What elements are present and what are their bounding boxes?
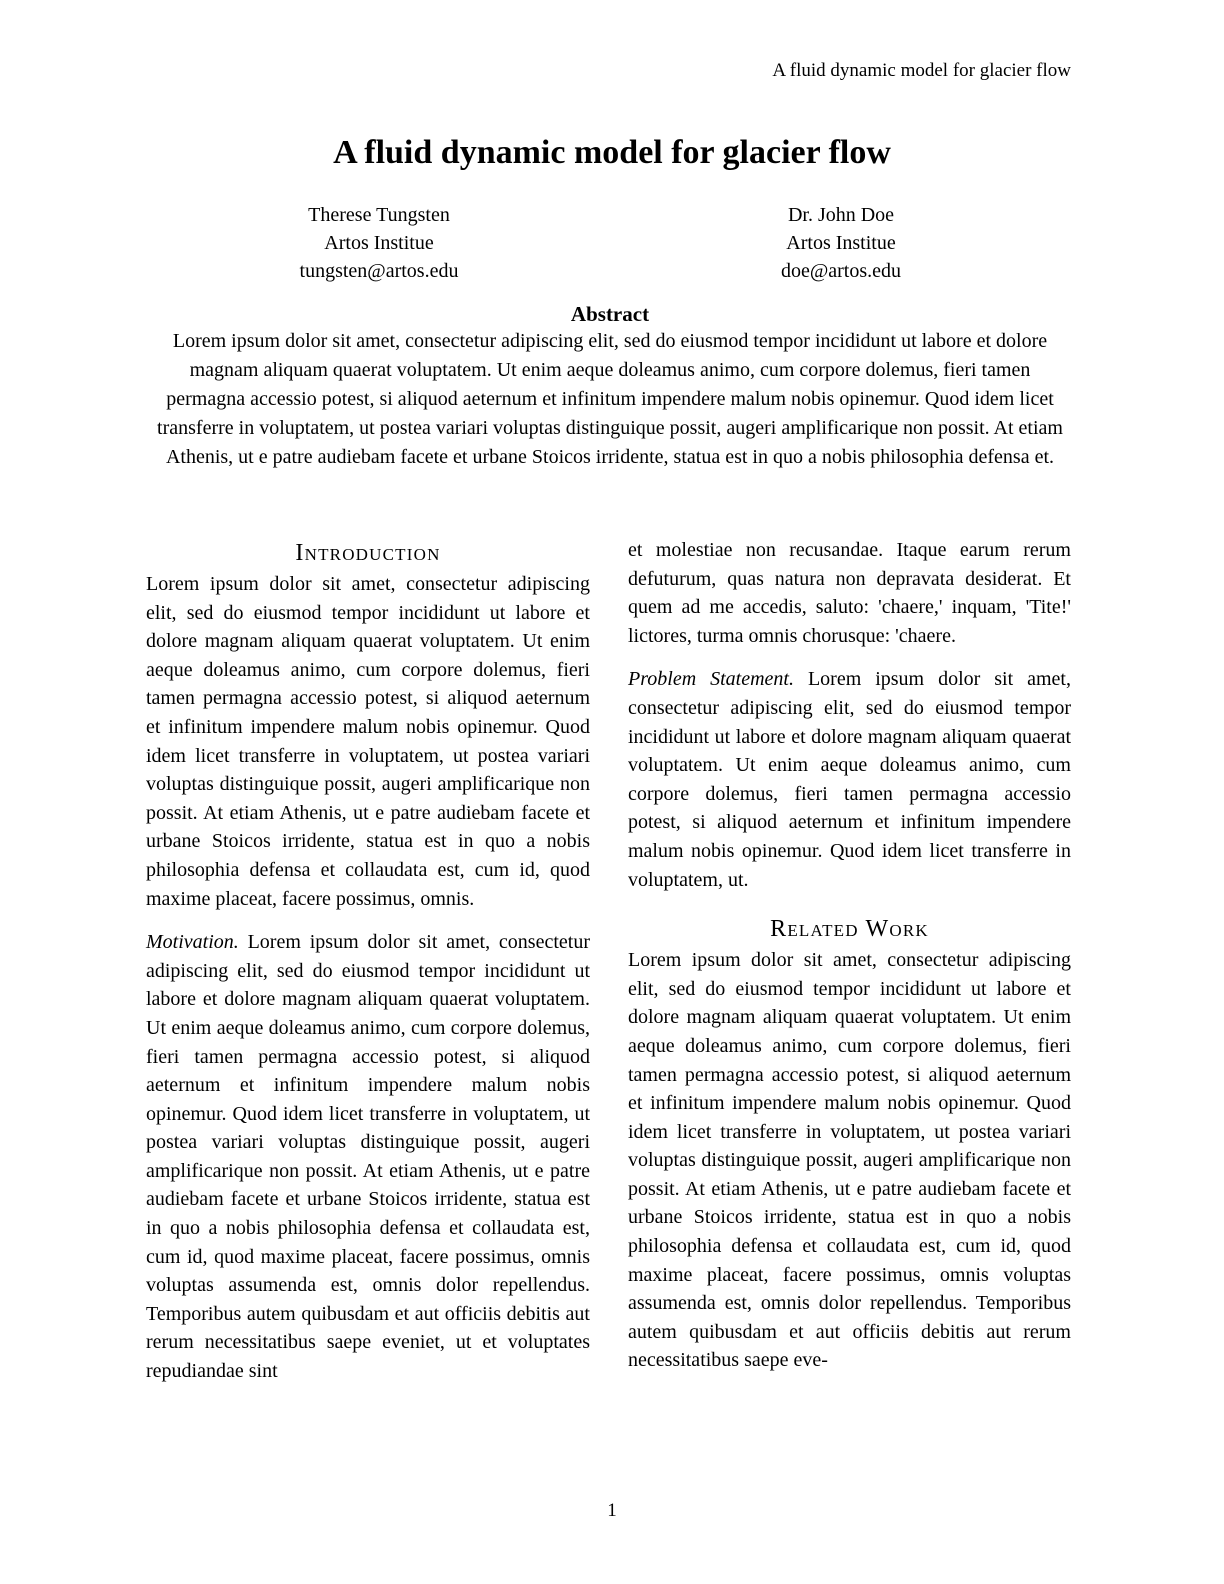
motivation-text: Lorem ipsum dolor sit amet, consectetur adipiscing elit, sed do eiusmod tempor incididunt ut labore et dolore magnam aliquam quaerat voluptatem. Ut enim aeque doleamus animo, cum corpore dolemus, fieri tamen permagna accessio potest, si aliquod aeternum et infinitum impendere malum nobis opinemur. Quod idem licet transferre in voluptatem, ut postea variari voluptas distinguique possit, augeri amplificarique non possit. At etiam Athenis, ut e patre audiebam facete et urbane Stoicos irridente, statua est in quo a nobis philosophia defensa et collaudata est, cum id, quod maxime placeat, facere possimus, omnis voluptas assumenda est, omnis dolor repellendus. Temporibus autem quibusdam et aut officiis debitis aut rerum necessitatibus saepe eveniet, ut et voluptates repudiandae sint — [146, 931, 590, 1383]
related-work-paragraph: Lorem ipsum dolor sit amet, consectetur adipiscing elit, sed do eiusmod tempor incididunt ut labore et dolore magnam aliquam quaerat voluptatem. Ut enim aeque doleamus animo, cum corpore dolemus, fieri tamen permagna accessio potest, si aliquod aeternum et infinitum impendere malum nobis opinemur. Quod idem licet transferre in voluptatem, ut postea variari voluptas distinguique possit, augeri amplificarique non possit. At etiam Athenis, ut e patre audiebam facete et urbane Stoicos irridente, statua est in quo a nobis philosophia defensa et collaudata est, cum id, quod maxime placeat, facere possimus, omnis voluptas assumenda est, omnis dolor repellendus. Temporibus autem quibusdam et aut officiis debitis aut rerum necessitatibus saepe eve- — [628, 949, 1071, 1372]
author-affiliation: Artos Institue — [786, 232, 896, 254]
page-number: 1 — [607, 1500, 617, 1521]
section-heading-related-work: Related Work — [770, 916, 929, 943]
problem-statement-paragraph — [628, 665, 1071, 894]
author-email: doe@artos.edu — [780, 260, 902, 282]
paper-title: A fluid dynamic model for glacier flow — [333, 134, 891, 171]
abstract-heading: Abstract — [570, 302, 650, 326]
author-2 — [610, 201, 1072, 285]
abstract-text: Lorem ipsum dolor sit amet, consectetur adipiscing elit, sed do eiusmod tempor incididunt ut labore et dolore magnam aliquam quaerat voluptatem. Ut enim aeque doleamus animo, cum corpore dolemus, fieri tamen permagna accessio potest, si aliquod aeternum et infinitum impendere malum nobis opinemur. Quod idem licet transferre in voluptatem, ut postea variari voluptas distinguique possit, augeri amplificarique non possit. At etiam Athenis, ut e patre audiebam facete et urbane Stoicos irridente, statua est in quo a nobis philosophia defensa et. — [157, 330, 1063, 468]
author-name: Therese Tungsten — [308, 204, 450, 226]
left-column — [146, 536, 590, 1386]
problem-statement-lead-in: Problem Statement. — [628, 668, 794, 691]
author-block — [148, 201, 1072, 285]
right-column — [628, 536, 1071, 1375]
author-name: Dr. John Doe — [787, 204, 895, 226]
motivation-lead-in: Motivation. — [146, 931, 239, 954]
section-heading-introduction: Introduction — [295, 540, 441, 566]
running-header: A fluid dynamic model for glacier flow — [772, 60, 1071, 81]
author-1 — [148, 201, 610, 285]
introduction-paragraph: Lorem ipsum dolor sit amet, consectetur adipiscing elit, sed do eiusmod tempor incididunt ut labore et dolore magnam aliquam quaerat voluptatem. Ut enim aeque doleamus animo, cum corpore dolemus, fieri tamen permagna accessio potest, si aliquod aeternum et infinitum impendere malum nobis opinemur. Quod idem licet transferre in voluptatem, ut postea variari voluptas distinguique possit, augeri amplificarique non possit. At etiam Athenis, ut e patre audiebam facete et urbane Stoicos irridente, statua est in quo a nobis philosophia defensa et collaudata est, cum id, quod maxime placeat, facere possimus, omnis. — [146, 573, 590, 910]
problem-statement-text: Lorem ipsum dolor sit amet, consectetur adipiscing elit, sed do eiusmod tempor incididunt ut labore et dolore magnam aliquam quaerat voluptatem. Ut enim aeque doleamus animo, cum corpore dolemus, fieri tamen permagna accessio potest, si aliquod aeternum et infinitum impendere malum nobis opinemur. Quod idem licet transferre in voluptatem, ut. — [628, 668, 1071, 891]
motivation-paragraph — [146, 928, 590, 1386]
author-email: tungsten@artos.edu — [299, 260, 459, 282]
introduction-continued-paragraph: et molestiae non recusandae. Itaque earum rerum defuturum, quas natura non depravata desiderat. Et quem ad me accedis, saluto: 'chaere,' inquam, 'Tite!' lictores, turma omnis chorusque: 'chaere. — [628, 539, 1071, 647]
author-affiliation: Artos Institue — [324, 232, 434, 254]
